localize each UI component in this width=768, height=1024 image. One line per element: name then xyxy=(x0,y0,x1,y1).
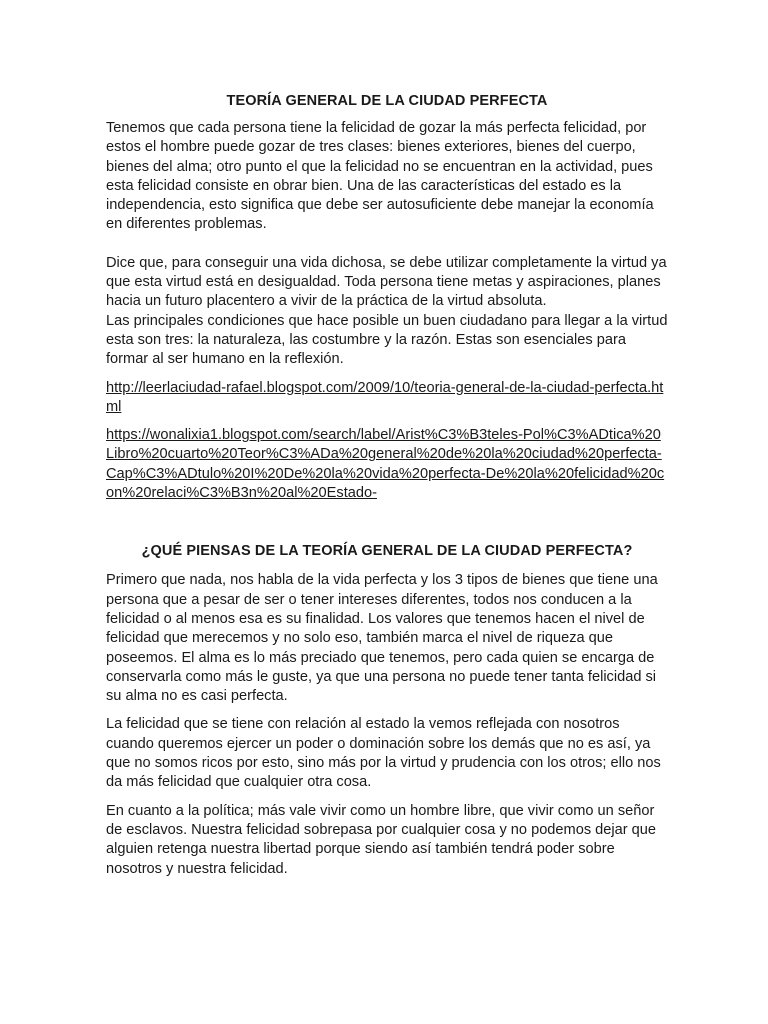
answer-paragraph-1: Primero que nada, nos habla de la vida perfecta y los 3 tipos de bienes que tiene una persona que a pesar de ser o tener intereses diferentes, todos nos conducen a la felicidad o al menos esa es su finalidad. Los valores que tenemos hacen el nivel de felicidad que merecemos y no solo eso, también marca el nivel de riqueza que poseemos. El alma es lo más preciado que tenemos, pero cada quien se encarga de conservarla como más le guste, ya que una persona no puede tener tanta felicidad si su alma no es casi perfecta. xyxy=(106,572,658,705)
answer-paragraph-2: La felicidad que se tiene con relación al estado la vemos reflejada con nosotros cuando queremos ejercer un poder o dominación sobre los demás que no es así, ya que no somos ricos por esto, sino más por la virtud y prudencia con los otros; ello nos da más felicidad que cualquier otra cosa. xyxy=(106,716,661,791)
intro-paragraph-2: Dice que, para conseguir una vida dichosa, se debe utilizar completamente la virtud ya que esta virtud está en desigualdad. Toda persona tiene metas y aspiraciones, planes hacia un futuro placentero a vivir de la práctica de la virtud absoluta. xyxy=(106,254,667,310)
intro-paragraph-1: Tenemos que cada persona tiene la felicidad de gozar la más perfecta felicidad, por estos el hombre puede gozar de tres clases: bienes exteriores, bienes del cuerpo, bienes del alma; otro punto el que la felicidad no se encuentran en la actividad, pues esta felicidad consiste en obrar bien. Una de las características del estado es la independencia, esto significa que debe ser autosuficiente debe manejar la economía en diferentes problemas. xyxy=(106,120,654,233)
source-link-1[interactable]: http://leerlaciudad-rafael.blogspot.com/2009/10/teoria-general-de-la-ciudad-perfecta.html xyxy=(106,379,664,415)
intro-paragraph-3: Las principales condiciones que hace posible un buen ciudadano para llegar a la virtud esta son tres: la naturaleza, las costumbre y la razón. Estas son esenciales para formar al ser humano en la reflexión. xyxy=(106,312,668,368)
source-link-2[interactable]: https://wonalixia1.blogspot.com/search/label/Arist%C3%B3teles-Pol%C3%ADtica%20Libro%20cuarto%20Teor%C3%ADa%20general%20de%20la%20ciudad%20perfecta-Cap%C3%ADtulo%20I%20De%20la%20vida%20perfecta-De%20la%20felicidad%20con%20relaci%C3%B3n%20al%20Estado- xyxy=(106,427,665,502)
question-title: ¿QUÉ PIENSAS DE LA TEORÍA GENERAL DE LA CIUDAD PERFECTA? xyxy=(141,543,633,560)
document-title: TEORÍA GENERAL DE LA CIUDAD PERFECTA xyxy=(226,93,548,109)
answer-paragraph-3: En cuanto a la política; más vale vivir como un hombre libre, que vivir como un señor de esclavos. Nuestra felicidad sobrepasa por cualquier cosa y no podemos dejar que alguien retenga nuestra libertad porque siendo así también tendrá poder sobre nosotros y nuestra felicidad. xyxy=(106,802,657,877)
